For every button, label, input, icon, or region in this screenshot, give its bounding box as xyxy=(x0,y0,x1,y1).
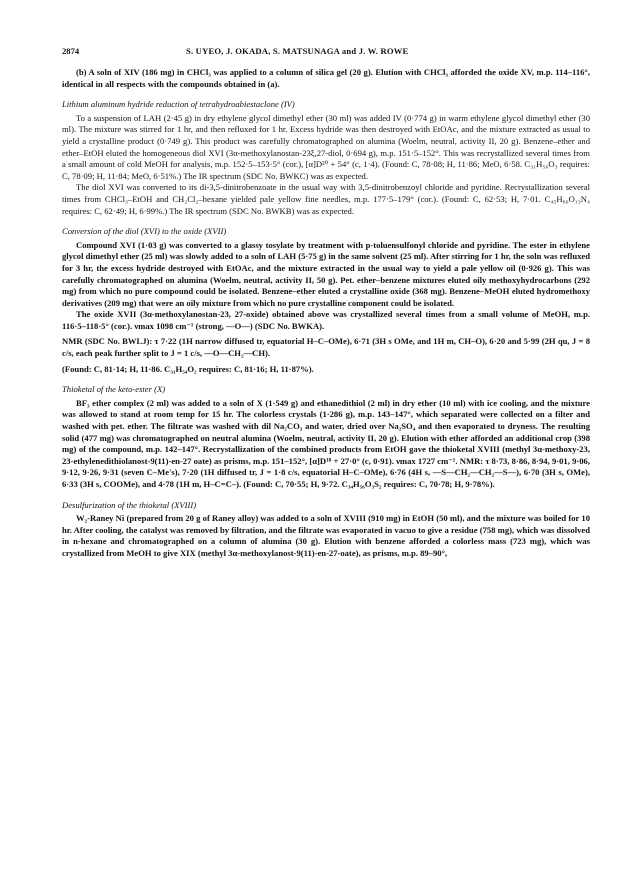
paragraph-lah-reduction: To a suspension of LAH (2·45 g) in dry ethylene glycol dimethyl ether (30 ml) was added IV (0·774 g) in warm ethylene glycol dimethyl ether (30 ml). The mixture was stirred for 1 hr, and then refluxed for 1 hr. Excess hydride was then destroyed with EtOAc, and the mixture extracted as usual to yield a crystalline product (0·749 g). This product was carefully chromatographed on alumina (Woelm, neutral, activity II, 20 g). Benzene–ether and ether–EtOH eluted the homogeneous diol XVI (3α-methoxylanostan-23ξ,27-diol, 0·694 g), m.p. 151·5–152°. This was recrystallized several times from a small amount of cold MeOH for analysis, m.p. 152·5–153·5° (cor.), [α]D²⁰ + 54° (c, 1·4). (Found: C, 78·08; H, 11·86; MeO, 6·58. C₃₁H₅₆O₃ requires: C, 78·09; H, 11·84; MeO, 6·51%.) The IR spectrum (SDC No. BWKC) was as expected. xyxy=(62,112,590,181)
page-number: 2874 xyxy=(62,46,80,56)
paragraph-dinitrobenzoate: The diol XVI was converted to its di-3,5-dinitrobenzoate in the usual way with 3,5-dinitrobenzoyl chloride and pyridine. Recrystallization several times from CHCl₃–EtOH and CH₂Cl₂–hexane yielded pale yellow fine needles, m.p. 177·5–179° (cor.). (Found: C, 62·53; H, 7·01. C₄₅H₆₀O₁₃N₄ requires: C, 62·49; H, 6·99%.) The IR spectrum (SDC No. BWKB) was as expected. xyxy=(62,182,590,216)
journal-page xyxy=(62,46,590,560)
section-heading-diol-conversion: Conversion of the diol (XVI) to the oxide (XVII) xyxy=(62,226,227,237)
paragraph-desulfurization: W₂-Raney Ni (prepared from 20 g of Raney alloy) was added to a soln of XVIII (910 mg) in EtOH (50 ml), and the mixture was boiled for 10 hr. After cooling, the catalyst was removed by filtration, and the filtrate was evaporated in vacuo to give a residue (758 mg), which was dissolved in n-hexane and chromatographed on a column of alumina (30 g). Elution with benzene afforded a colorless mass (723 mg), which was crystallized from MeOH to give XIX (methyl 3α-methoxylanost-9(11)-en-27-oate), as prisms, m.p. 89–90°, xyxy=(62,513,590,558)
section-heading-desulfurization: Desulfurization of the thioketal (XVIII) xyxy=(62,499,197,510)
paragraph-silica-elution: (b) A soln of XIV (186 mg) in CHCl₃ was applied to a column of silica gel (20 g). Elution with CHCl₃ afforded the oxide XV, m.p. 114–116°, identical in all respects with the compounds obtained in (a). xyxy=(62,67,590,89)
paragraph-tosylate: Compound XVI (1·03 g) was converted to a glassy tosylate by treatment with p-toluensulfonyl chloride and pyridine. The ester in ethylene glycol dimethyl ether (25 ml) was slowly added to a soln of LAH (5·75 g) in the same solvent (25 ml). After stirring for 1 hr, the soln was refluxed for 3 hr, the excess hydride destroyed with EtOAc, and the mixture extracted in the usual way to yield a pale yellow oil (0·926 g). This was carefully chromatographed on alumina (Woelm, neutral, activity II, 50 g). Pet. ether–benzene mixtures eluted oily methoxyhydrocarbons (292 mg) from which no pure compound could be isolated. Benzene–ether eluted a crystalline oxide (368 mg). Benzene–MeOH eluted hydromethoxy derivatives (209 mg) that were an oily mixture from which no pure crystalline component could be isolated. xyxy=(62,239,590,308)
paragraph-thioketal: BF₃ ether complex (2 ml) was added to a soln of X (1·549 g) and ethanedithiol (2 ml) in dry ether (10 ml) with ice cooling, and the mixture was allowed to stand at room temp for 15 hr. The colorless crystals (1·286 g), m.p. 143–147°, which separated were collected on a filter and washed with pet. ether. The filtrate was washed with dil Na₂CO₃ and water, dried over Na₂SO₄ and then evaporated to dryness. The resulting solid (477 mg) was chromatographed on neutral alumina (Woelm, neutral, activity II, 20 g). Elution with ether afforded an additional crop (398 mg) of the compound, m.p. 142–147°. Recrystallization of the combined products from EtOH gave the thioketal XVIII (methyl 3α-methoxy-23, 23-ethylenedithiolanost-9(11)-en-27 oate) as prisms, m.p. 151–152°, [α]D¹⁸ + 27·0° (c, 0·91). νmax 1727 cm⁻¹. NMR: τ 8·73, 8·86, 8·94, 9·01, 9·06, 9·12, 9·26, 9·31 (seven C–Me's), 7·20 (1H diffused tr, J = 1·8 c/s, equatorial H–C–OMe), 6·76 (4H s, —S—CH₂—CH₂—S—), 6·70 (3H s, OMe), 6·33 (3H s, COOMe), and 4·78 (1H m, H–C=C–). (Found: C, 70·55; H, 9·72. C₃₄H₅₆O₃S₂ requires: C, 70·78; H, 9·78%). xyxy=(62,397,590,489)
paragraph-oxide-crystallization: The oxide XVII (3α-methoxylanostan-23, 27-oxide) obtained above was crystallized several times from a small volume of MeOH, m.p. 116·5–118·5° (cor.). νmax 1098 cm⁻¹ (strong, —O—) (SDC No. BWKA). xyxy=(62,309,590,331)
section-heading-thioketal: Thioketal of the keto-ester (X) xyxy=(62,384,166,395)
running-header xyxy=(62,46,590,60)
elemental-analysis-line: (Found: C, 81·14; H, 11·86. C₃₁H₅₄O₂ requires: C, 81·16; H, 11·87%). xyxy=(62,363,314,374)
nmr-data-line: NMR (SDC No. BWLJ): τ 7·22 (1H narrow diffused tr, equatorial H–C–OMe), 6·71 (3H s OMe, and 1H m, CH–O), 6·20 and 5·99 (2H qu, J = 8 c/s, each peak further split to J = 1 c/s, —O—CH₂—CH). xyxy=(62,336,590,359)
section-heading-lah-reduction: Lithium aluminum hydride reduction of tetrahydroabiestaclone (IV) xyxy=(62,99,295,110)
author-line: S. UYEO, J. OKADA, S. MATSUNAGA and J. W. ROWE xyxy=(186,46,409,56)
